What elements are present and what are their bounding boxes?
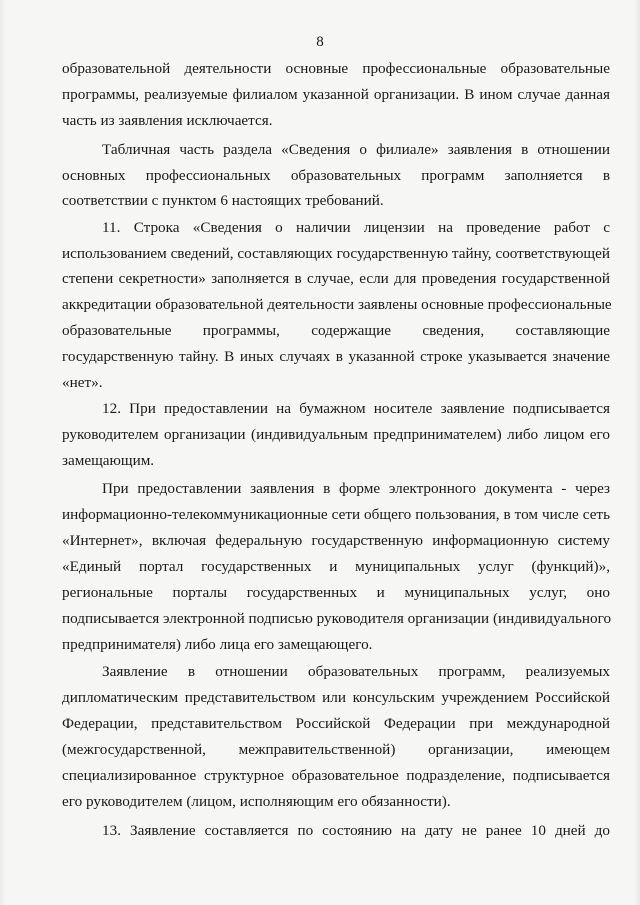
text-line: Табличная часть раздела «Сведения о филиале» заявления в отношении bbox=[102, 141, 610, 158]
text-line: «Единый портал государственных и муниципальных услуг (функций)», bbox=[62, 558, 610, 575]
text-line: При предоставлении заявления в форме электронного документа - через bbox=[102, 480, 610, 497]
text-line: часть из заявления исключается. bbox=[62, 112, 273, 129]
text-line: региональные порталы государственных и муниципальных услуг, оно bbox=[62, 584, 610, 601]
text-line: информационно-телекоммуникационные сети общего пользования, в том числе сеть bbox=[62, 506, 610, 523]
text-line: «Интернет», включая федеральную государственную информационную систему bbox=[62, 532, 610, 549]
page-number: 8 bbox=[316, 34, 324, 50]
text-line: дипломатическим представительством или консульским учреждением Российской bbox=[62, 689, 610, 706]
text-line: 11. Строка «Сведения о наличии лицензии на проведение работ с bbox=[102, 219, 610, 236]
text-line: образовательные программы, содержащие сведения, составляющие bbox=[62, 322, 610, 339]
text-line: его руководителем (лицом, исполняющим его обязанности). bbox=[62, 793, 451, 810]
text-line: соответствии с пунктом 6 настоящих требований. bbox=[62, 192, 384, 209]
text-line: 13. Заявление составляется по состоянию на дату не ранее 10 дней до bbox=[102, 822, 610, 839]
text-line: образовательной деятельности основные профессиональные образовательные bbox=[62, 60, 610, 77]
text-line: государственную тайну. В иных случаях в указанной строке указывается значение bbox=[62, 348, 610, 365]
text-line: использованием сведений, составляющих государственную тайну, соответствующей bbox=[62, 245, 610, 262]
text-line: степени секретности» заполняется в случае, если для проведения государственной bbox=[62, 270, 610, 287]
text-line: Федерации, представительством Российской Федерации при международной bbox=[62, 715, 610, 732]
text-line: специализированное структурное образовательное подразделение, подписывается bbox=[62, 767, 610, 784]
text-line: подписывается электронной подписью руководителя организации (индивидуального bbox=[62, 610, 612, 627]
text-line: «нет». bbox=[62, 374, 103, 391]
text-line: замещающим. bbox=[62, 452, 155, 469]
text-line: Заявление в отношении образовательных программ, реализуемых bbox=[102, 663, 610, 680]
text-line: (межгосударственной, межправительственной) организации, имеющем bbox=[62, 741, 610, 758]
text-line: основных профессиональных образовательных программ заполняется в bbox=[62, 167, 610, 184]
text-line: программы, реализуемые филиалом указанной организации. В ином случае данная bbox=[62, 86, 610, 103]
text-line: руководителем организации (индивидуальным предпринимателем) либо лицом его bbox=[62, 426, 610, 443]
text-line: предпринимателя) либо лица его замещающего. bbox=[62, 636, 373, 653]
text-line: 12. При предоставлении на бумажном носителе заявление подписывается bbox=[102, 400, 610, 417]
text-line: аккредитации образовательной деятельности заявлены основные профессиональные bbox=[62, 296, 612, 313]
